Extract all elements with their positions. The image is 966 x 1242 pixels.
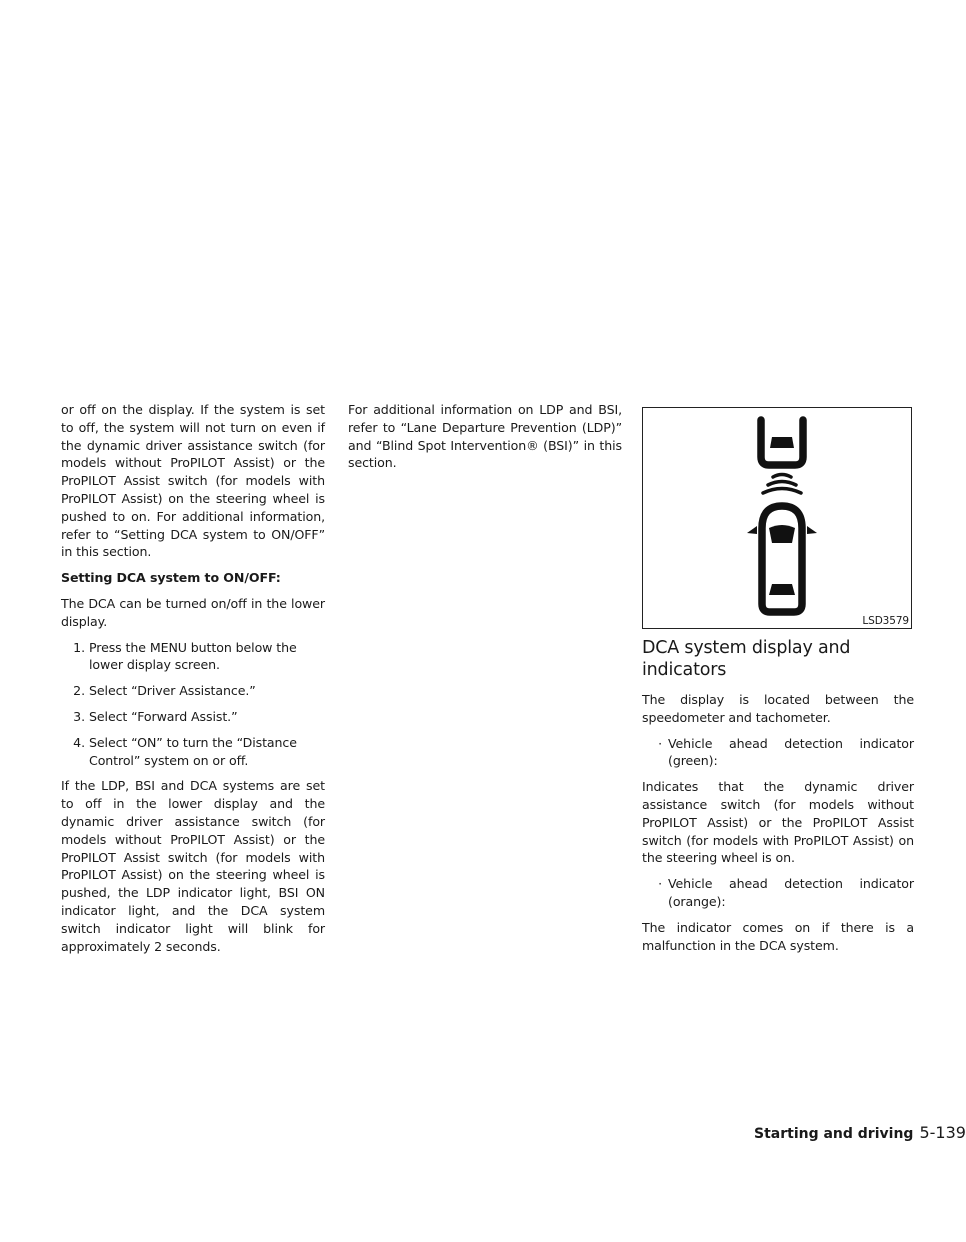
step-text: Select “Driver Assistance.”	[89, 683, 256, 699]
left-column	[61, 401, 325, 963]
orange-indicator-paragraph: The indicator comes on if there is a malfunction in the DCA system.	[642, 919, 914, 953]
step-number: 1.	[73, 639, 85, 655]
steps-list	[61, 639, 325, 770]
step-text: Press the MENU button below the lower display screen.	[89, 639, 297, 673]
figure-code: LSD3579	[862, 615, 909, 627]
bullet-icon: ·	[658, 876, 662, 892]
middle-column	[348, 401, 622, 480]
closing-paragraph: If the LDP, BSI and DCA systems are set to off in the lower display and the dynamic driver assistance switch (for models without ProPILOT Assist) or the ProPILOT Assist switch (for models with ProPILOT Assist) on the steering wheel is pushed, the LDP indicator light, BSI ON indicator light, and the DCA system switch indicator light will blink for approximately 2 seconds.	[61, 778, 325, 954]
step-text: Select “ON” to turn the “Distance Control” system on or off.	[89, 734, 297, 768]
step-item	[61, 682, 325, 700]
intro-paragraph: or off on the display. If the system is set to off, the system will not turn on even if the dynamic driver assistance switch (for models without ProPILOT Assist) or the ProPILOT Assist switch (for models with ProPILOT Assist) on the steering wheel is pushed to on. For additional information, refer to “Setting DCA system to ON/OFF” in this section.	[61, 402, 325, 560]
vehicle-ahead-detection-icon	[643, 408, 911, 628]
step-item	[61, 734, 325, 770]
step-text: Select “Forward Assist.”	[89, 708, 238, 724]
display-location-paragraph: The display is located between the speedometer and tachometer.	[642, 692, 914, 725]
subheading-setting-dca: Setting DCA system to ON/OFF:	[61, 570, 281, 586]
bullet-icon: ·	[658, 735, 662, 751]
step-item	[61, 639, 325, 675]
bullet-orange-indicator	[642, 875, 914, 911]
reference-paragraph: For additional information on LDP and BSI, refer to “Lane Departure Prevention (LDP)” and “Blind Spot Intervention® (BSI)” in this section.	[348, 402, 622, 471]
bullet-text: Vehicle ahead detection indicator (green):	[668, 735, 914, 769]
lead-paragraph: The DCA can be turned on/off in the lower display.	[61, 595, 325, 629]
step-number: 4.	[73, 734, 85, 750]
step-number: 2.	[73, 683, 85, 699]
right-column	[642, 407, 914, 962]
bullet-green-indicator	[642, 735, 914, 771]
bullet-text: Vehicle ahead detection indicator (orange):	[668, 876, 914, 909]
step-number: 3.	[73, 708, 85, 724]
section-heading: DCA system display and indicators	[642, 638, 851, 680]
green-indicator-paragraph: Indicates that the dynamic driver assistance switch (for models without ProPILOT Assist) or the ProPILOT Assist switch (for models with ProPILOT Assist) on the steering wheel is on.	[642, 779, 914, 866]
footer-section-title: Starting and driving	[754, 1126, 914, 1142]
step-item	[61, 708, 325, 726]
figure-box	[642, 407, 912, 629]
page-number: 5-139	[919, 1123, 966, 1142]
page-footer	[754, 1123, 966, 1144]
